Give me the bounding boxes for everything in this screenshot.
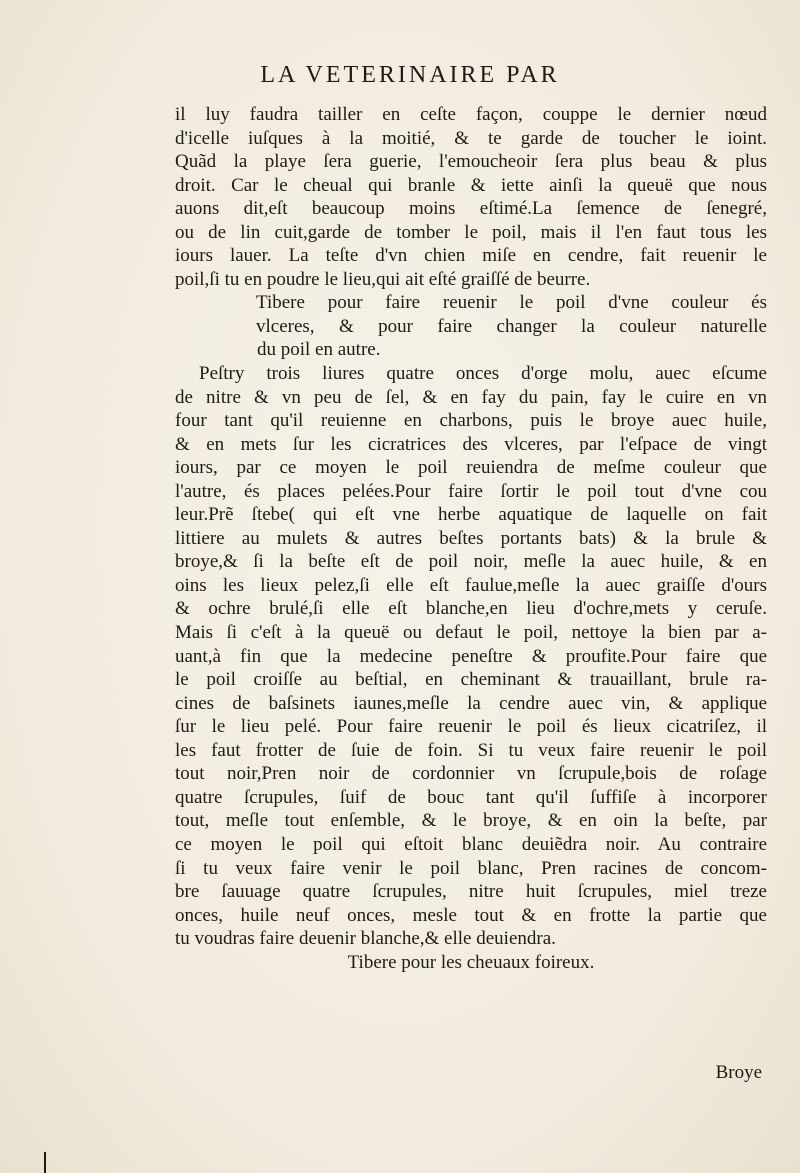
section-heading-line: Tibere pour les cheuaux foireux. [347, 951, 595, 973]
text-line: ce moyen le poil qui eſtoit blanc deuiẽdra noir. Au contraire [175, 833, 767, 855]
text-line: quatre ſcrupules, ſuif de bouc tant qu'il ſuffiſe à incorporer [175, 786, 767, 808]
section-heading-line: Tibere pour faire reuenir le poil d'vne couleur és [256, 292, 767, 314]
section-heading-line: du poil en autre. [257, 339, 381, 361]
running-header: LA VETERINAIRE PAR [260, 62, 560, 88]
text-line: littiere au mulets & autres beſtes portants bats) & la brule & [175, 527, 767, 549]
text-line: droit. Car le cheual qui branle & iette ainſi la queuë que nous [175, 174, 767, 196]
text-line: auons dit,eſt beaucoup moins eſtimé.La ſemence de ſenegré, [175, 198, 767, 220]
section-heading-line: vlceres, & pour faire changer la couleur naturelle [256, 315, 767, 337]
text-line: oins les lieux pelez,ſi elle eſt faulue,meſle la auec graiſſe d'ours [175, 574, 767, 596]
text-block [175, 103, 767, 974]
text-line: poil,ſi tu en poudre le lieu,qui ait eſté graiſſé de beurre. [175, 268, 591, 290]
text-line: ſur le lieu pelé. Pour faire reuenir le poil és lieux cicatriſez, il [175, 716, 767, 738]
text-line: cines de baſsinets iaunes,meſle la cendre auec vin, & applique [175, 692, 767, 714]
margin-mark [44, 1152, 46, 1173]
text-line: Mais ſi c'eſt à la queuë ou defaut le poil, nettoye la bien par a- [175, 622, 767, 644]
text-line: bre ſauuage quatre ſcrupules, nitre huit ſcrupules, miel treze [175, 881, 767, 903]
text-line: tout, meſle tout enſemble, & le broye, & en oin la beſte, par [175, 810, 767, 832]
text-line: le poil croiſſe au beſtial, en cheminant & trauaillant, brule ra- [175, 669, 767, 691]
text-line: & en mets ſur les cicratrices des vlceres, par l'eſpace de vingt [175, 433, 767, 455]
text-line: Quãd la playe ſera guerie, l'emoucheoir ſera plus beau & plus [175, 151, 767, 173]
text-line: leur.Prẽ ſtebe( qui eſt vne herbe aquatique de laquelle on fait [175, 504, 767, 526]
text-line: ſi tu veux faire venir le poil blanc, Pren racines de concom- [175, 857, 767, 879]
text-line: de nitre & vn peu de ſel, & en fay du pain, fay le cuire en vn [175, 386, 767, 408]
text-line: four tant qu'il reuienne en charbons, puis le broye auec huile, [175, 410, 767, 432]
text-line: iours, par ce moyen le poil reuiendra de meſme couleur que [175, 457, 767, 479]
text-line: & ochre brulé,ſi elle eſt blanche,en lieu d'ochre,mets y ceruſe. [175, 598, 767, 620]
text-line: Peſtry trois liures quatre onces d'orge molu, auec eſcume [199, 363, 767, 385]
text-line: broye,& ſi la beſte eſt de poil noir, meſle la auec huile, & en [175, 551, 767, 573]
text-line: l'autre, és places pelées.Pour faire ſortir le poil tout d'vne cou [175, 480, 767, 502]
text-line: iours lauer. La teſte d'vn chien miſe en cendre, fait reuenir le [175, 245, 767, 267]
text-line: il luy faudra tailler en ceſte façon, couppe le dernier nœud [175, 104, 767, 125]
text-line: onces, huile neuf onces, mesle tout & en frotte la partie que [175, 904, 767, 926]
text-line: uant,à fin que la medecine peneſtre & proufite.Pour faire que [175, 645, 767, 667]
text-line: ou de lin cuit,garde de tomber le poil, mais il l'en faut tous les [175, 221, 767, 243]
text-line: tu voudras faire deuenir blanche,& elle deuiendra. [175, 928, 556, 950]
catchword: Broye [715, 1062, 762, 1083]
text-line: les faut frotter de ſuie de foin. Si tu veux faire reuenir le poil [175, 739, 767, 761]
text-line: tout noir,Pren noir de cordonnier vn ſcrupule,bois de roſage [175, 763, 767, 785]
text-line: d'icelle iuſques à la moitié, & te garde de toucher le ioint. [175, 127, 767, 149]
